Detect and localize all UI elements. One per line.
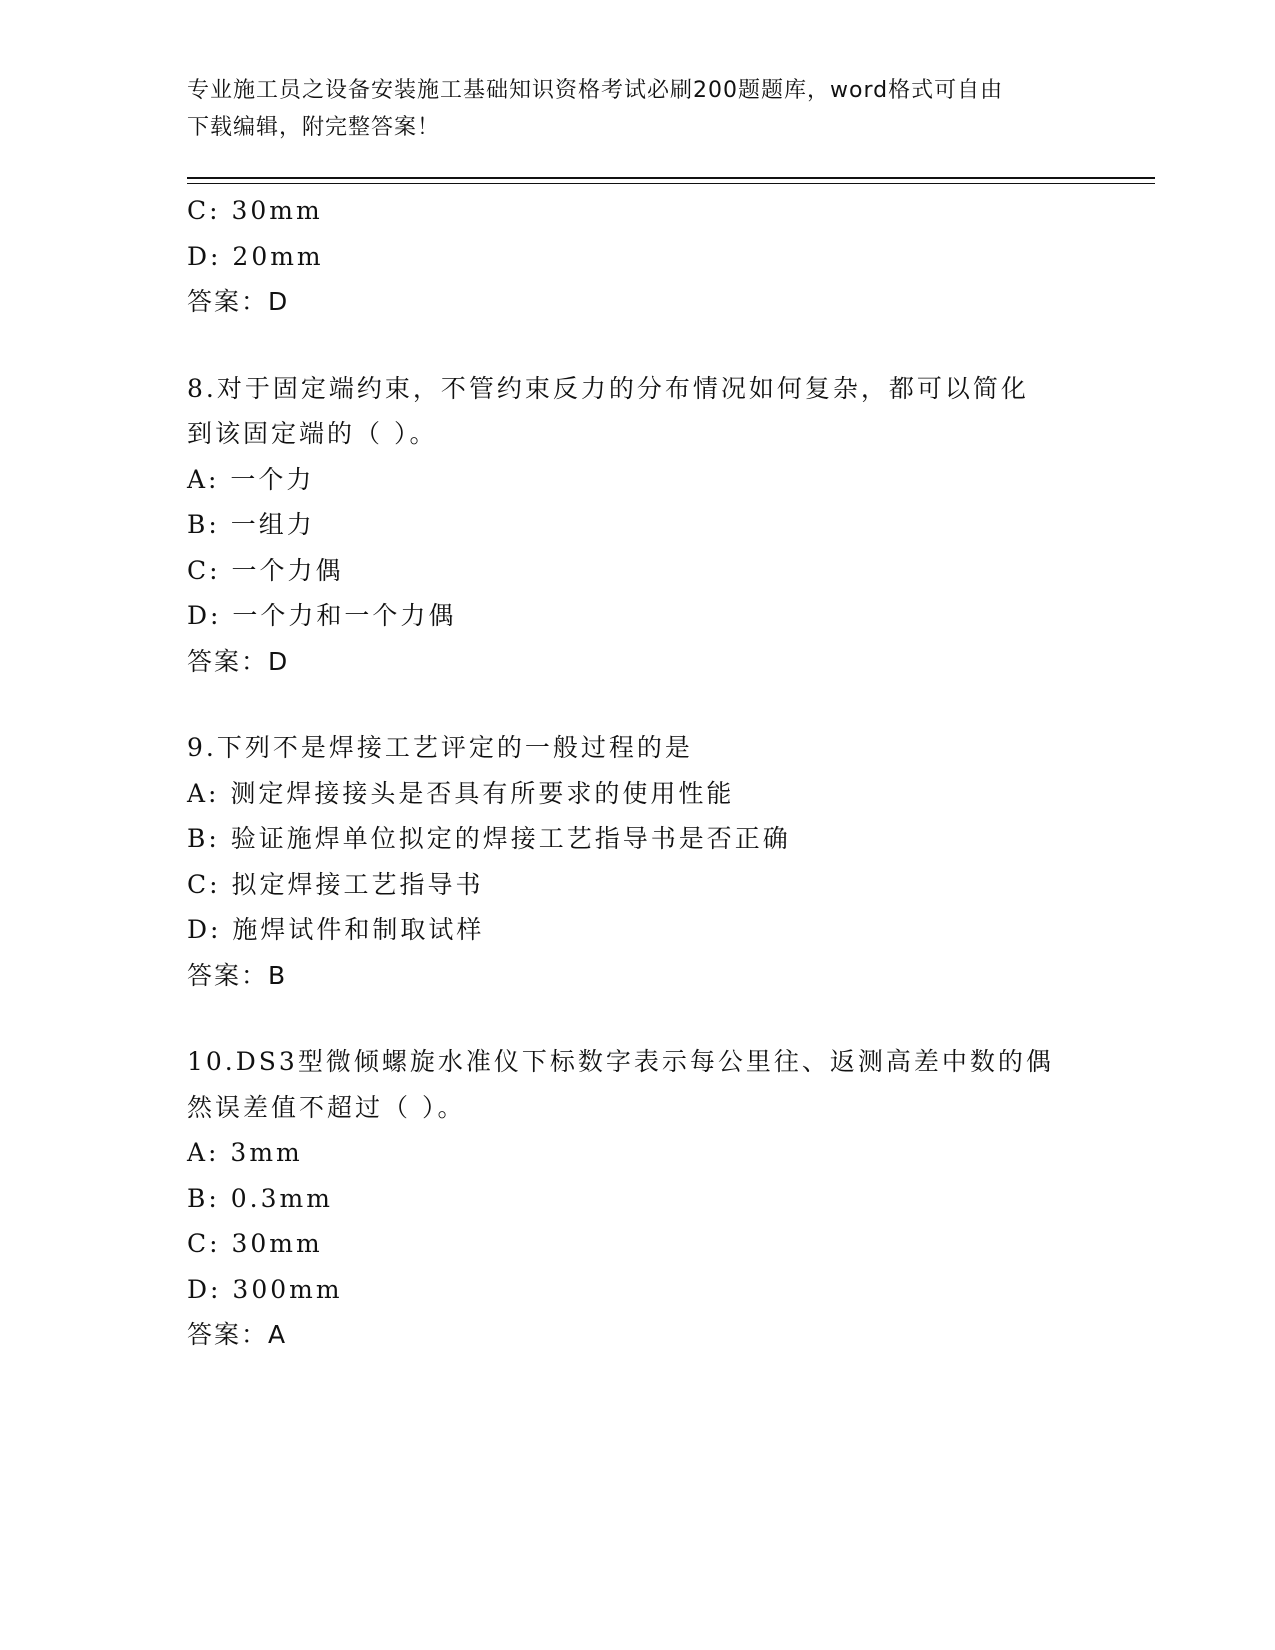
question-spacer	[187, 684, 1087, 725]
question-spacer	[187, 998, 1087, 1039]
answer-line: 答案：A	[187, 1320, 288, 1349]
question-8	[187, 366, 1087, 685]
question-9	[187, 725, 1087, 998]
option-d: D: 20mm	[187, 241, 324, 271]
option-a: A: 测定焊接接头是否具有所要求的使用性能	[187, 778, 735, 808]
question-7-tail	[187, 188, 1087, 325]
question-spacer	[187, 325, 1087, 366]
header-title-line-2: 下载编辑，附完整答案！	[187, 115, 441, 140]
option-d: D: 一个力和一个力偶	[187, 601, 457, 630]
question-stem: 8.对于固定端约束，不管约束反力的分布情况如何复杂，都可以简化	[187, 373, 1029, 403]
answer-line: 答案：B	[187, 960, 288, 990]
question-stem-continued: 然误差值不超过（ ）。	[187, 1092, 466, 1122]
answer-line: 答案：D	[187, 287, 290, 316]
option-c: C: 一个力偶	[187, 555, 344, 585]
question-10	[187, 1039, 1087, 1358]
page-header	[187, 72, 1067, 146]
option-c: C: 拟定焊接工艺指导书	[187, 869, 484, 899]
option-b: B: 验证施焊单位拟定的焊接工艺指导书是否正确	[187, 824, 791, 853]
header-title-line-1: 专业施工员之设备安装施工基础知识资格考试必刷200题题库，word格式可自由	[187, 78, 1004, 103]
answer-line: 答案：D	[187, 646, 290, 676]
option-c: C: 30mm	[187, 196, 323, 225]
option-d: D: 施焊试件和制取试样	[187, 915, 485, 944]
option-c: C: 30mm	[187, 1229, 323, 1258]
question-stem: 9.下列不是焊接工艺评定的一般过程的是	[187, 733, 693, 762]
option-a: A: 3mm	[187, 1138, 303, 1167]
question-stem-continued: 到该固定端的（ ）。	[187, 419, 438, 448]
question-stem: 10.DS3型微倾螺旋水准仪下标数字表示每公里往、返测高差中数的偶	[187, 1047, 1054, 1076]
option-b: B: 0.3mm	[187, 1183, 333, 1213]
header-divider	[187, 177, 1155, 184]
option-d: D: 300mm	[187, 1274, 343, 1304]
option-a: A: 一个力	[187, 464, 315, 494]
question-list	[187, 188, 1087, 1358]
option-b: B: 一组力	[187, 510, 315, 539]
